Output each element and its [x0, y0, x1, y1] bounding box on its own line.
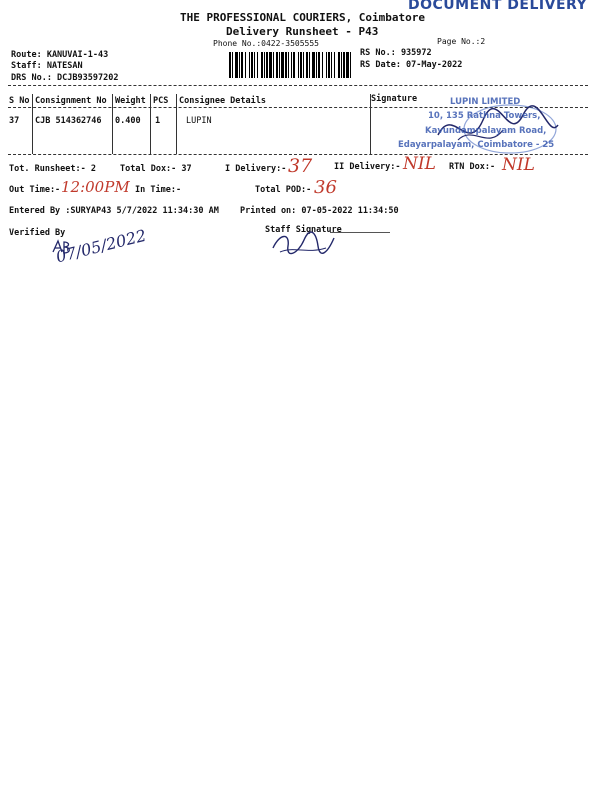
out-time-value: 12:00PM	[61, 178, 130, 196]
col-divider	[176, 94, 177, 154]
i-delivery-label: I Delivery:-	[225, 164, 287, 174]
col-divider	[112, 94, 113, 154]
row-consignment: CJB 514362746	[35, 116, 102, 126]
col-weight: Weight	[115, 96, 146, 106]
col-divider	[370, 94, 371, 154]
rs-date: RS Date: 07-May-2022	[360, 60, 463, 70]
stamp-line-1: LUPIN LIMITED	[450, 97, 521, 107]
entered-by: Entered By :SURYAP43 5/7/2022 11:34:30 AM	[9, 206, 219, 216]
row-consignee: LUPIN	[186, 116, 212, 126]
header-separator	[8, 85, 588, 86]
stamp-line-3: Kavundampalayam Road,	[425, 126, 547, 136]
barcode	[229, 52, 353, 78]
col-pcs: PCS	[153, 96, 169, 106]
drs-number: DRS No.: DCJB93597202	[11, 73, 119, 83]
phone-number: Phone No.:0422-3505555	[213, 39, 319, 48]
row-weight: 0.400	[115, 116, 141, 126]
ii-delivery-label: II Delivery:-	[334, 162, 401, 172]
verified-by-label: Verified By	[9, 228, 66, 238]
col-signature: Signature	[371, 94, 418, 104]
barcode-graphic	[229, 52, 353, 78]
staff-label: Staff: NATESAN	[11, 61, 83, 71]
runsheet-title: Delivery Runsheet - P43	[226, 25, 379, 38]
stamp-line-4: Edayarpalayam, Coimbatore - 25	[398, 140, 555, 150]
rtn-dox-value: NIL	[502, 155, 535, 175]
page-number: Page No.:2	[437, 37, 486, 46]
total-pod-value: 36	[314, 177, 337, 198]
col-consignee: Consignee Details	[179, 96, 266, 106]
rs-number: RS No.: 935972	[360, 48, 432, 58]
printed-on: Printed on: 07-05-2022 11:34:50	[240, 206, 399, 216]
staff-signature-label: Staff Signature	[265, 225, 342, 235]
col-divider	[150, 94, 151, 154]
staff-signature-mark	[268, 228, 338, 258]
col-consignment: Consignment No	[35, 96, 107, 106]
col-divider	[32, 94, 33, 154]
ii-delivery-value: NIL	[403, 154, 436, 174]
row-pcs: 1	[155, 116, 161, 126]
col-sno: S No	[9, 96, 30, 106]
rtn-dox-label: RTN Dox:-	[449, 162, 496, 172]
route-label: Route: KANUVAI-1-43	[11, 50, 109, 60]
handwritten-date: 07/05/2022	[54, 225, 149, 267]
signature-line	[330, 232, 390, 233]
out-time-label: Out Time:-	[9, 185, 61, 195]
stamp-line-2: 10, 135 Rathna Towers,	[428, 111, 541, 121]
document-delivery-stamp: DOCUMENT DELIVERY	[408, 0, 588, 13]
in-time-label: In Time:-	[135, 185, 182, 195]
company-name: THE PROFESSIONAL COURIERS, Coimbatore	[180, 11, 426, 24]
row-sno: 37	[9, 116, 20, 126]
total-dox: Total Dox:- 37	[120, 164, 192, 174]
i-delivery-value: 37	[288, 155, 313, 177]
total-pod-label: Total POD:-	[255, 185, 312, 195]
tot-runsheet: Tot. Runsheet:- 2	[9, 164, 96, 174]
